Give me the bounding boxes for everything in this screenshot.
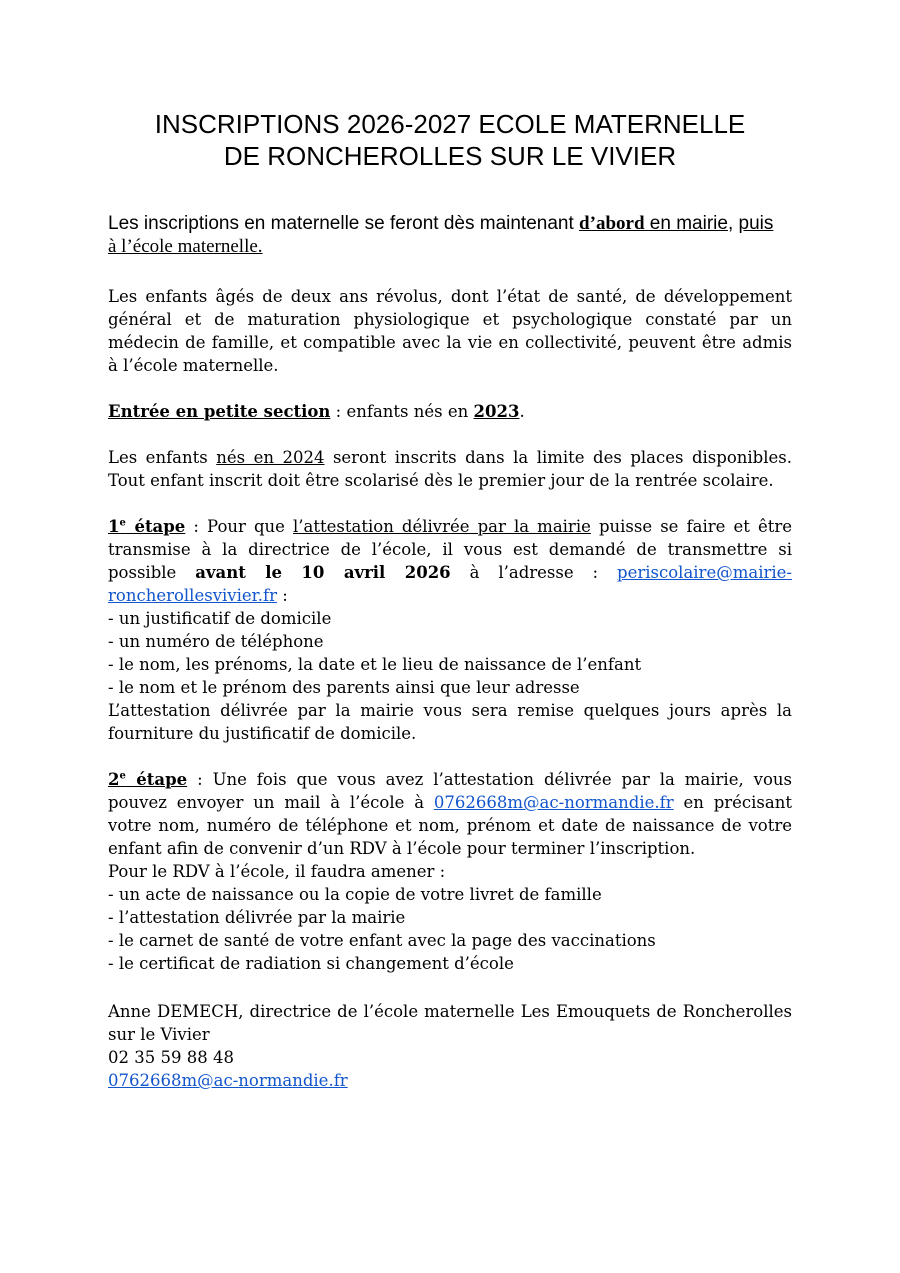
- step1-label: étape: [125, 517, 186, 536]
- intro-line-2: à l’école maternelle.: [108, 236, 263, 257]
- nes-2024-text-1: Les enfants: [108, 448, 217, 467]
- title-line-1: INSCRIPTIONS 2026-2027 ECOLE MATERNELLE: [154, 109, 746, 139]
- step1-deadline: avant le 10 avril 2026: [195, 563, 451, 582]
- admission-paragraph: Les enfants âgés de deux ans révolus, dont l’état de santé, de développement général et de maturation physiologique et psychologique constaté par un médecin de famille, et compatible avec la vie en collectivité, peuvent être admis à l’école maternelle.: [108, 287, 792, 375]
- nes-2024-underlined: nés en 2024: [216, 448, 325, 467]
- title-line-2: DE RONCHEROLLES SUR LE VIVIER: [223, 141, 677, 171]
- step1-item: - un numéro de téléphone: [108, 632, 324, 651]
- step1-sup: e: [119, 517, 126, 529]
- petite-section-paragraph: [108, 400, 792, 423]
- step2-item: - le certificat de radiation si changement d’école: [108, 954, 514, 973]
- intro-abord: d’abord: [579, 213, 645, 234]
- school-email-link[interactable]: 0762668m@ac-normandie.fr: [433, 793, 674, 812]
- step1-paragraph: [108, 515, 792, 607]
- intro-en-mairie: en mairie: [644, 213, 728, 234]
- intro-puis: puis: [738, 213, 774, 234]
- step2-paragraph: [108, 768, 792, 860]
- signature-block: [108, 1000, 792, 1092]
- petite-section-end: .: [519, 402, 525, 421]
- step2-text-2: en précisant votre nom, numéro de téléphone et nom, prénom et date de naissance de votre enfant afin de convenir d’un RDV à l’école pour terminer l’inscription.: [108, 793, 792, 858]
- step2-item: - un acte de naissance ou la copie de votre livret de famille: [108, 885, 602, 904]
- signature-phone: 02 35 59 88 48: [108, 1048, 234, 1067]
- intro-comma: ,: [727, 213, 739, 234]
- step2-sup: e: [119, 770, 126, 782]
- petite-section-year: 2023: [473, 402, 520, 421]
- periscolaire-email-link[interactable]: periscolaire@mairie-roncherollesvivier.fr: [108, 563, 792, 605]
- step1-text-2: puisse se faire et être transmise à la directrice de l’école, il vous est demandé de transmettre si possible: [108, 517, 793, 582]
- step1-item: - un justificatif de domicile: [108, 609, 332, 628]
- step2-item: - le carnet de santé de votre enfant avec la page des vaccinations: [108, 931, 656, 950]
- petite-section-text: : enfants nés en: [330, 402, 474, 421]
- intro-paragraph: [108, 212, 794, 258]
- nes-2024-text-2: seront inscrits dans la limite des places disponibles. Tout enfant inscrit doit être scolarisé dès le premier jour de la rentrée scolaire.: [108, 448, 792, 490]
- step2-label: étape: [125, 770, 188, 789]
- step2-rdv-intro: Pour le RDV à l’école, il faudra amener :: [108, 862, 446, 881]
- step2-text-1: : Une fois que vous avez l’attestation délivrée par la mairie, vous pouvez envoyer un mail à l’école à: [108, 770, 792, 812]
- signature-email-link[interactable]: 0762668m@ac-normandie.fr: [108, 1071, 348, 1090]
- step1-closing: L’attestation délivrée par la mairie vous sera remise quelques jours après la fourniture du justificatif de domicile.: [108, 701, 792, 743]
- step2-number: 2: [108, 770, 120, 789]
- nes-2024-paragraph: [108, 446, 792, 492]
- petite-section-label: Entrée en petite section: [108, 402, 331, 421]
- intro-text: Les inscriptions en maternelle se feront dès maintenant: [108, 213, 580, 234]
- step2-item: - l’attestation délivrée par la mairie: [108, 908, 406, 927]
- step1-text-1: : Pour que: [185, 517, 294, 536]
- step1-text-3: à l’adresse :: [450, 563, 618, 582]
- document-body: [108, 285, 792, 975]
- signature-name: Anne DEMECH, directrice de l’école maternelle Les Emouquets de Roncherolles sur le Vivier: [108, 1002, 792, 1044]
- step1-number: 1: [108, 517, 120, 536]
- step1-item: - le nom, les prénoms, la date et le lieu de naissance de l’enfant: [108, 655, 642, 674]
- step1-item: - le nom et le prénom des parents ainsi que leur adresse: [108, 678, 580, 697]
- page-title: [100, 108, 800, 172]
- step1-text-4: :: [276, 586, 288, 605]
- step1-underlined: l’attestation délivrée par la mairie: [293, 517, 591, 536]
